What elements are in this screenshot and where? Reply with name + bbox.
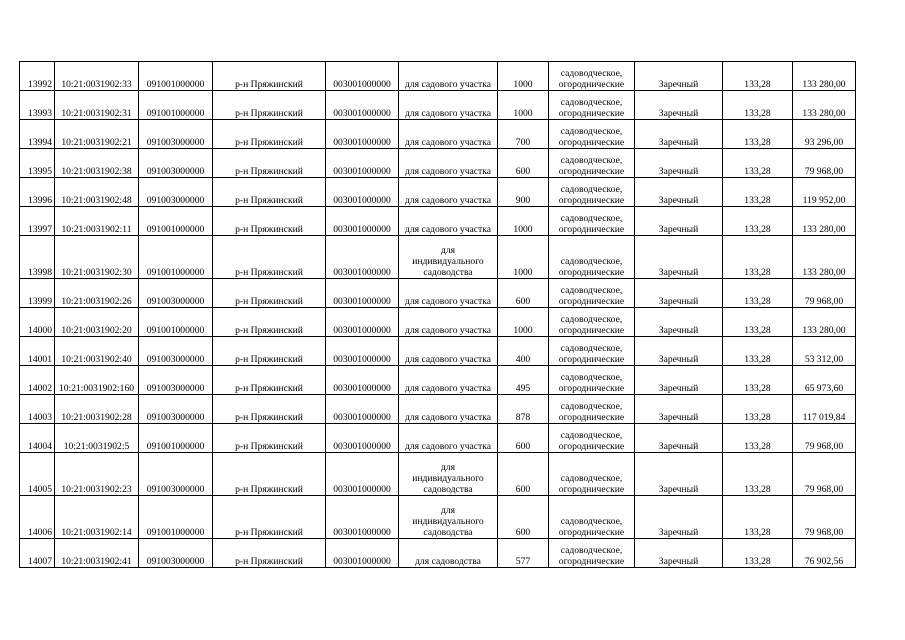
purpose-cell (399, 120, 498, 149)
category-cell (549, 149, 635, 178)
category-cell (549, 308, 635, 337)
area-cell: 600 (498, 496, 549, 539)
oktmo-code-cell: 003001000000 (326, 91, 399, 120)
row-number-cell: 14003 (20, 395, 55, 424)
settlement-cell: Заречный (635, 539, 723, 568)
purpose-line: для (440, 245, 456, 256)
rate-cell: 133,28 (723, 178, 793, 207)
rate-cell: 133,28 (723, 279, 793, 308)
district-cell: р-н Пряжинский (213, 539, 326, 568)
table-row (20, 207, 856, 236)
cadastral-number-cell: 10:21:0031902:30 (55, 236, 139, 279)
settlement-cell: Заречный (635, 91, 723, 120)
rate-cell: 133,28 (723, 120, 793, 149)
purpose-line: для садового участка (404, 108, 492, 119)
purpose-line: садоводства (423, 527, 473, 538)
row-number-cell: 14005 (20, 453, 55, 496)
category-line: садоводческое, (560, 314, 623, 325)
okato-code-cell: 091003000000 (139, 366, 213, 395)
district-cell: р-н Пряжинский (213, 178, 326, 207)
row-number-cell: 13992 (20, 62, 55, 91)
row-number-cell: 13994 (20, 120, 55, 149)
settlement-cell: Заречный (635, 120, 723, 149)
oktmo-code-cell: 003001000000 (326, 308, 399, 337)
cadastral-value-cell: 133 280,00 (793, 207, 856, 236)
okato-code-cell: 091003000000 (139, 539, 213, 568)
purpose-cell (399, 149, 498, 178)
row-number-cell: 14004 (20, 424, 55, 453)
cadastral-value-cell: 65 973,60 (793, 366, 856, 395)
purpose-cell (399, 279, 498, 308)
category-line: садоводческое, (560, 285, 623, 296)
category-line: садоводческое, (560, 430, 623, 441)
table-row (20, 120, 856, 149)
cadastral-value-cell: 79 968,00 (793, 279, 856, 308)
table-row (20, 62, 856, 91)
category-line: огороднические (558, 296, 625, 307)
purpose-line: для садового участка (404, 296, 492, 307)
purpose-cell (399, 207, 498, 236)
okato-code-cell: 091003000000 (139, 149, 213, 178)
category-line: огороднические (558, 267, 625, 278)
table-row (20, 496, 856, 539)
rate-cell: 133,28 (723, 236, 793, 279)
cadastral-value-cell: 117 019,84 (793, 395, 856, 424)
purpose-line: садоводства (423, 484, 473, 495)
cadastral-number-cell: 10:21:0031902:23 (55, 453, 139, 496)
cadastral-value-cell: 79 968,00 (793, 149, 856, 178)
category-line: садоводческое, (560, 401, 623, 412)
category-cell (549, 207, 635, 236)
table-row (20, 308, 856, 337)
purpose-line: индивидуального (412, 256, 484, 267)
category-line: огороднические (558, 79, 625, 90)
row-number-cell: 13998 (20, 236, 55, 279)
purpose-cell (399, 496, 498, 539)
category-cell (549, 178, 635, 207)
oktmo-code-cell: 003001000000 (326, 207, 399, 236)
category-cell (549, 337, 635, 366)
area-cell: 878 (498, 395, 549, 424)
purpose-line: индивидуального (412, 473, 484, 484)
district-cell: р-н Пряжинский (213, 149, 326, 178)
okato-code-cell: 091003000000 (139, 178, 213, 207)
table-row (20, 91, 856, 120)
purpose-line: для садового участка (404, 166, 492, 177)
area-cell: 600 (498, 453, 549, 496)
area-cell: 577 (498, 539, 549, 568)
table-body (20, 62, 856, 568)
cadastral-number-cell: 10:21:0031902:33 (55, 62, 139, 91)
category-line: огороднические (558, 137, 625, 148)
area-cell: 700 (498, 120, 549, 149)
settlement-cell: Заречный (635, 207, 723, 236)
row-number-cell: 13993 (20, 91, 55, 120)
settlement-cell: Заречный (635, 62, 723, 91)
cadastral-value-cell: 133 280,00 (793, 236, 856, 279)
purpose-line: для садового участка (404, 412, 492, 423)
category-cell (549, 539, 635, 568)
cadastral-number-cell: 10:21:0031902:14 (55, 496, 139, 539)
category-cell (549, 120, 635, 149)
purpose-line: для садового участка (404, 441, 492, 452)
area-cell: 600 (498, 149, 549, 178)
category-line: садоводческое, (560, 343, 623, 354)
table-row (20, 279, 856, 308)
cadastral-number-cell: 10:21:0031902:20 (55, 308, 139, 337)
table-row (20, 424, 856, 453)
area-cell: 495 (498, 366, 549, 395)
oktmo-code-cell: 003001000000 (326, 496, 399, 539)
category-line: огороднические (558, 354, 625, 365)
purpose-cell (399, 178, 498, 207)
area-cell: 600 (498, 424, 549, 453)
row-number-cell: 14006 (20, 496, 55, 539)
oktmo-code-cell: 003001000000 (326, 279, 399, 308)
area-cell: 600 (498, 279, 549, 308)
category-line: садоводческое, (560, 155, 623, 166)
district-cell: р-н Пряжинский (213, 279, 326, 308)
purpose-cell (399, 91, 498, 120)
oktmo-code-cell: 003001000000 (326, 178, 399, 207)
purpose-cell (399, 308, 498, 337)
category-cell (549, 395, 635, 424)
cadastral-number-cell: 10:21:0031902:28 (55, 395, 139, 424)
okato-code-cell: 091003000000 (139, 453, 213, 496)
row-number-cell: 13999 (20, 279, 55, 308)
purpose-cell (399, 453, 498, 496)
category-cell (549, 62, 635, 91)
district-cell: р-н Пряжинский (213, 496, 326, 539)
area-cell: 1000 (498, 236, 549, 279)
settlement-cell: Заречный (635, 178, 723, 207)
category-cell (549, 91, 635, 120)
rate-cell: 133,28 (723, 395, 793, 424)
purpose-line: для садового участка (404, 354, 492, 365)
purpose-cell (399, 62, 498, 91)
category-cell (549, 453, 635, 496)
cadastral-number-cell: 10:21:0031902:38 (55, 149, 139, 178)
cadastral-value-cell: 76 902,56 (793, 539, 856, 568)
district-cell: р-н Пряжинский (213, 120, 326, 149)
category-cell (549, 236, 635, 279)
cadastral-number-cell: 10:21:0031902:26 (55, 279, 139, 308)
table-row (20, 337, 856, 366)
rate-cell: 133,28 (723, 207, 793, 236)
cadastral-number-cell: 10:21:0031902:5 (55, 424, 139, 453)
category-line: садоводческое, (560, 97, 623, 108)
cadastral-number-cell: 10:21:0031902:41 (55, 539, 139, 568)
district-cell: р-н Пряжинский (213, 337, 326, 366)
row-number-cell: 13995 (20, 149, 55, 178)
settlement-cell: Заречный (635, 453, 723, 496)
category-line: огороднические (558, 195, 625, 206)
okato-code-cell: 091003000000 (139, 120, 213, 149)
rate-cell: 133,28 (723, 308, 793, 337)
purpose-line: для садового участка (404, 195, 492, 206)
area-cell: 1000 (498, 207, 549, 236)
okato-code-cell: 091001000000 (139, 62, 213, 91)
oktmo-code-cell: 003001000000 (326, 149, 399, 178)
settlement-cell: Заречный (635, 236, 723, 279)
cadastral-number-cell: 10:21:0031902:11 (55, 207, 139, 236)
purpose-line: для садоводства (415, 556, 481, 567)
rate-cell: 133,28 (723, 149, 793, 178)
oktmo-code-cell: 003001000000 (326, 62, 399, 91)
okato-code-cell: 091001000000 (139, 308, 213, 337)
category-cell (549, 424, 635, 453)
oktmo-code-cell: 003001000000 (326, 539, 399, 568)
category-cell (549, 366, 635, 395)
purpose-line: индивидуального (412, 516, 484, 527)
okato-code-cell: 091003000000 (139, 337, 213, 366)
category-cell (549, 279, 635, 308)
cadastral-number-cell: 10:21:0031902:160 (55, 366, 139, 395)
cadastral-value-cell: 53 312,00 (793, 337, 856, 366)
settlement-cell: Заречный (635, 366, 723, 395)
category-line: садоводческое, (560, 68, 623, 79)
oktmo-code-cell: 003001000000 (326, 424, 399, 453)
row-number-cell: 13997 (20, 207, 55, 236)
okato-code-cell: 091001000000 (139, 236, 213, 279)
purpose-line: садоводства (423, 267, 473, 278)
oktmo-code-cell: 003001000000 (326, 366, 399, 395)
purpose-cell (399, 539, 498, 568)
cadastral-value-cell: 133 280,00 (793, 62, 856, 91)
table-row (20, 236, 856, 279)
oktmo-code-cell: 003001000000 (326, 236, 399, 279)
district-cell: р-н Пряжинский (213, 366, 326, 395)
category-line: садоводческое, (560, 545, 623, 556)
category-line: огороднические (558, 412, 625, 423)
category-line: огороднические (558, 224, 625, 235)
rate-cell: 133,28 (723, 539, 793, 568)
category-line: садоводческое, (560, 184, 623, 195)
rate-cell: 133,28 (723, 62, 793, 91)
rate-cell: 133,28 (723, 337, 793, 366)
okato-code-cell: 091001000000 (139, 91, 213, 120)
row-number-cell: 14002 (20, 366, 55, 395)
category-line: садоводческое, (560, 516, 623, 527)
row-number-cell: 13996 (20, 178, 55, 207)
purpose-cell (399, 395, 498, 424)
purpose-line: для (440, 462, 456, 473)
district-cell: р-н Пряжинский (213, 395, 326, 424)
row-number-cell: 14000 (20, 308, 55, 337)
category-line: садоводческое, (560, 126, 623, 137)
category-line: садоводческое, (560, 213, 623, 224)
table-row (20, 366, 856, 395)
area-cell: 900 (498, 178, 549, 207)
category-line: огороднические (558, 166, 625, 177)
cadastral-number-cell: 10:21:0031902:48 (55, 178, 139, 207)
area-cell: 1000 (498, 308, 549, 337)
category-cell (549, 496, 635, 539)
district-cell: р-н Пряжинский (213, 236, 326, 279)
cadastral-value-cell: 119 952,00 (793, 178, 856, 207)
settlement-cell: Заречный (635, 279, 723, 308)
table-row (20, 453, 856, 496)
purpose-line: для садового участка (404, 383, 492, 394)
cadastral-value-cell: 93 296,00 (793, 120, 856, 149)
rate-cell: 133,28 (723, 91, 793, 120)
settlement-cell: Заречный (635, 496, 723, 539)
purpose-line: для садового участка (404, 137, 492, 148)
district-cell: р-н Пряжинский (213, 424, 326, 453)
purpose-cell (399, 424, 498, 453)
cadastral-number-cell: 10:21:0031902:21 (55, 120, 139, 149)
settlement-cell: Заречный (635, 337, 723, 366)
settlement-cell: Заречный (635, 424, 723, 453)
purpose-cell (399, 366, 498, 395)
oktmo-code-cell: 003001000000 (326, 120, 399, 149)
table-row (20, 149, 856, 178)
row-number-cell: 14007 (20, 539, 55, 568)
category-line: садоводческое, (560, 372, 623, 383)
district-cell: р-н Пряжинский (213, 453, 326, 496)
purpose-line: для (440, 505, 456, 516)
settlement-cell: Заречный (635, 149, 723, 178)
cadastral-value-cell: 133 280,00 (793, 308, 856, 337)
land-plots-table (19, 61, 856, 568)
category-line: огороднические (558, 383, 625, 394)
district-cell: р-н Пряжинский (213, 308, 326, 337)
oktmo-code-cell: 003001000000 (326, 395, 399, 424)
category-line: огороднические (558, 484, 625, 495)
table-row (20, 539, 856, 568)
category-line: огороднические (558, 108, 625, 119)
table-row (20, 178, 856, 207)
okato-code-cell: 091003000000 (139, 395, 213, 424)
oktmo-code-cell: 003001000000 (326, 337, 399, 366)
cadastral-value-cell: 133 280,00 (793, 91, 856, 120)
cadastral-value-cell: 79 968,00 (793, 453, 856, 496)
rate-cell: 133,28 (723, 424, 793, 453)
purpose-line: для садового участка (404, 79, 492, 90)
row-number-cell: 14001 (20, 337, 55, 366)
category-line: огороднические (558, 325, 625, 336)
category-line: огороднические (558, 556, 625, 567)
okato-code-cell: 091001000000 (139, 496, 213, 539)
purpose-cell (399, 337, 498, 366)
okato-code-cell: 091001000000 (139, 424, 213, 453)
rate-cell: 133,28 (723, 496, 793, 539)
cadastral-number-cell: 10:21:0031902:40 (55, 337, 139, 366)
settlement-cell: Заречный (635, 308, 723, 337)
area-cell: 400 (498, 337, 549, 366)
district-cell: р-н Пряжинский (213, 62, 326, 91)
cadastral-value-cell: 79 968,00 (793, 424, 856, 453)
table-row (20, 395, 856, 424)
cadastral-value-cell: 79 968,00 (793, 496, 856, 539)
settlement-cell: Заречный (635, 395, 723, 424)
district-cell: р-н Пряжинский (213, 91, 326, 120)
category-line: садоводческое, (560, 473, 623, 484)
purpose-cell (399, 236, 498, 279)
district-cell: р-н Пряжинский (213, 207, 326, 236)
area-cell: 1000 (498, 91, 549, 120)
okato-code-cell: 091001000000 (139, 207, 213, 236)
rate-cell: 133,28 (723, 366, 793, 395)
okato-code-cell: 091003000000 (139, 279, 213, 308)
oktmo-code-cell: 003001000000 (326, 453, 399, 496)
category-line: огороднические (558, 441, 625, 452)
purpose-line: для садового участка (404, 325, 492, 336)
cadastral-number-cell: 10:21:0031902:31 (55, 91, 139, 120)
purpose-line: для садового участка (404, 224, 492, 235)
rate-cell: 133,28 (723, 453, 793, 496)
category-line: огороднические (558, 527, 625, 538)
category-line: садоводческое, (560, 256, 623, 267)
area-cell: 1000 (498, 62, 549, 91)
